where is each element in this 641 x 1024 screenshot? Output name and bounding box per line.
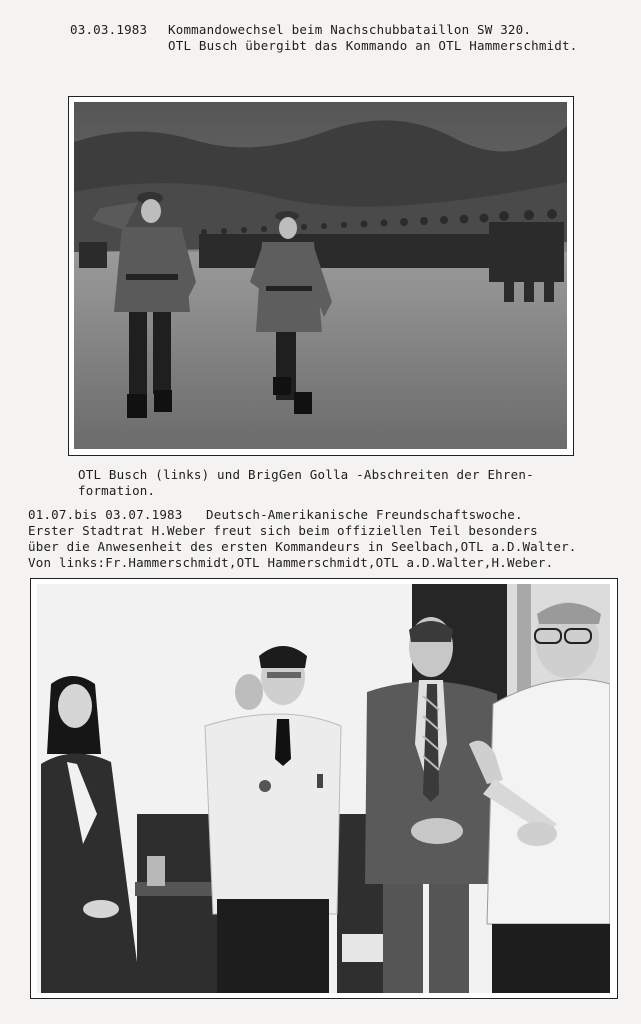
caption3-line4: Von links:Fr.Hammerschmidt,OTL Hammerschmidt,OTL a.D.Walter,H.Weber. — [28, 555, 554, 570]
caption1-line2: OTL Busch übergibt das Kommando an OTL Hammerschmidt. — [168, 38, 578, 53]
parade-photo-image — [74, 102, 567, 449]
caption1-date: 03.03.1983 — [70, 22, 148, 37]
reception-group-photo — [30, 578, 618, 999]
caption3-date: 01.07.bis 03.07.1983 — [28, 507, 183, 522]
caption3-line2: Erster Stadtrat H.Weber freut sich beim offiziellen Teil besonders — [28, 523, 538, 538]
caption2-line1: OTL Busch (links) und BrigGen Golla -Abschreiten der Ehren- — [78, 467, 534, 482]
caption1-line1: Kommandowechsel beim Nachschubbataillon SW 320. — [168, 22, 532, 37]
parade-review-photo — [68, 96, 574, 456]
caption2-line2: formation. — [78, 483, 156, 498]
caption3-line1: Deutsch-Amerikanische Freundschaftswoche. — [206, 507, 523, 522]
reception-photo-image — [37, 584, 610, 993]
caption3-line3: über die Anwesenheit des ersten Kommandeurs in Seelbach,OTL a.D.Walter. — [28, 539, 577, 554]
